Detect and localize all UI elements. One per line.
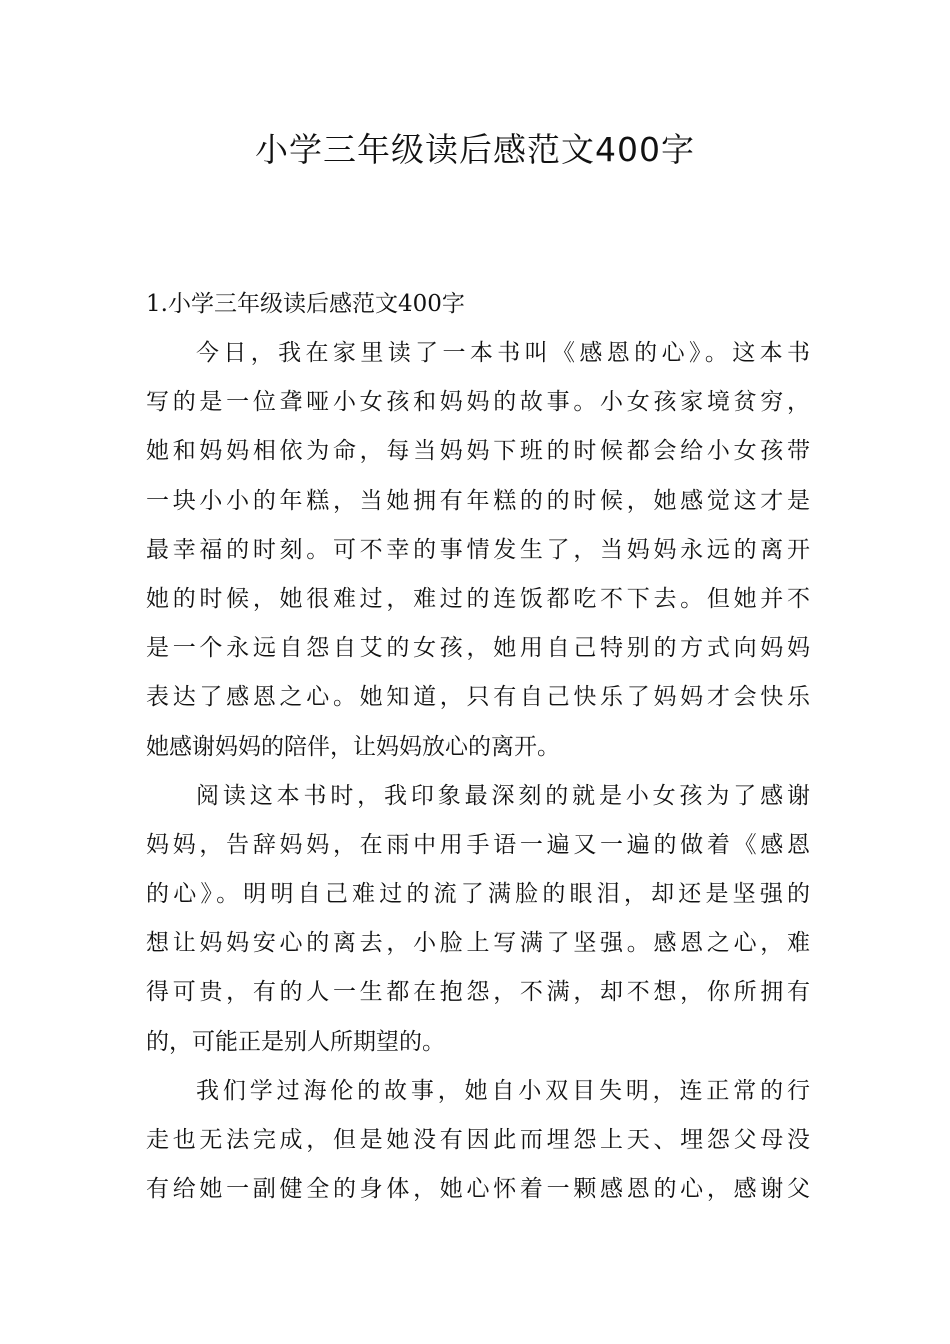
paragraph-line: 最幸福的时刻。可不幸的事情发生了，当妈妈永远的离开 xyxy=(146,536,810,563)
paragraph-line: 她感谢妈妈的陪伴，让妈妈放心的离开。 xyxy=(146,733,560,760)
paragraph-line: 走也无法完成，但是她没有因此而埋怨上天、埋怨父母没 xyxy=(146,1127,810,1153)
paragraph-line: 写的是一位聋哑小女孩和妈妈的故事。小女孩家境贫穷， xyxy=(146,389,810,416)
paragraph-line: 她和妈妈相依为命，每当妈妈下班的时候都会给小女孩带 xyxy=(146,438,810,465)
paragraph-line: 的心》。明明自己难过的流了满脸的眼泪，却还是坚强的 xyxy=(146,881,810,908)
paragraph-line: 妈妈，告辞妈妈，在雨中用手语一遍又一遍的做着《感恩 xyxy=(146,831,810,858)
paragraph-line: 阅读这本书时，我印象最深刻的就是小女孩为了感谢 xyxy=(196,782,810,809)
paragraph-2 xyxy=(146,772,810,1067)
paragraph-1 xyxy=(146,329,810,772)
paragraph-line: 得可贵，有的人一生都在抱怨，不满，却不想，你所拥有 xyxy=(146,979,810,1006)
paragraph-line: 是一个永远自怨自艾的女孩，她用自己特别的方式向妈妈 xyxy=(146,635,810,662)
paragraph-line: 想让妈妈安心的离去，小脸上写满了坚强。感恩之心，难 xyxy=(146,930,810,957)
paragraph-line: 今日，我在家里读了一本书叫《感恩的心》。这本书 xyxy=(196,340,810,366)
document-body xyxy=(146,280,810,1214)
page-title: 小学三年级读后感范文400字 xyxy=(255,130,695,169)
paragraph-line: 我们学过海伦的故事，她自小双目失明，连正常的行 xyxy=(196,1077,810,1104)
paragraph-line: 表达了感恩之心。她知道，只有自己快乐了妈妈才会快乐 xyxy=(146,684,810,711)
paragraph-line: 一块小小的年糕，当她拥有年糕的的时候，她感觉这才是 xyxy=(146,487,810,514)
paragraph-line: 有给她一副健全的身体，她心怀着一颗感恩的心，感谢父 xyxy=(146,1176,810,1203)
section-heading: 1.小学三年级读后感范文400字 xyxy=(146,291,465,317)
paragraph-line: 她的时候，她很难过，难过的连饭都吃不下去。但她并不 xyxy=(146,585,810,612)
paragraph-3 xyxy=(146,1067,810,1215)
paragraph-line: 的，可能正是别人所期望的。 xyxy=(146,1028,445,1055)
